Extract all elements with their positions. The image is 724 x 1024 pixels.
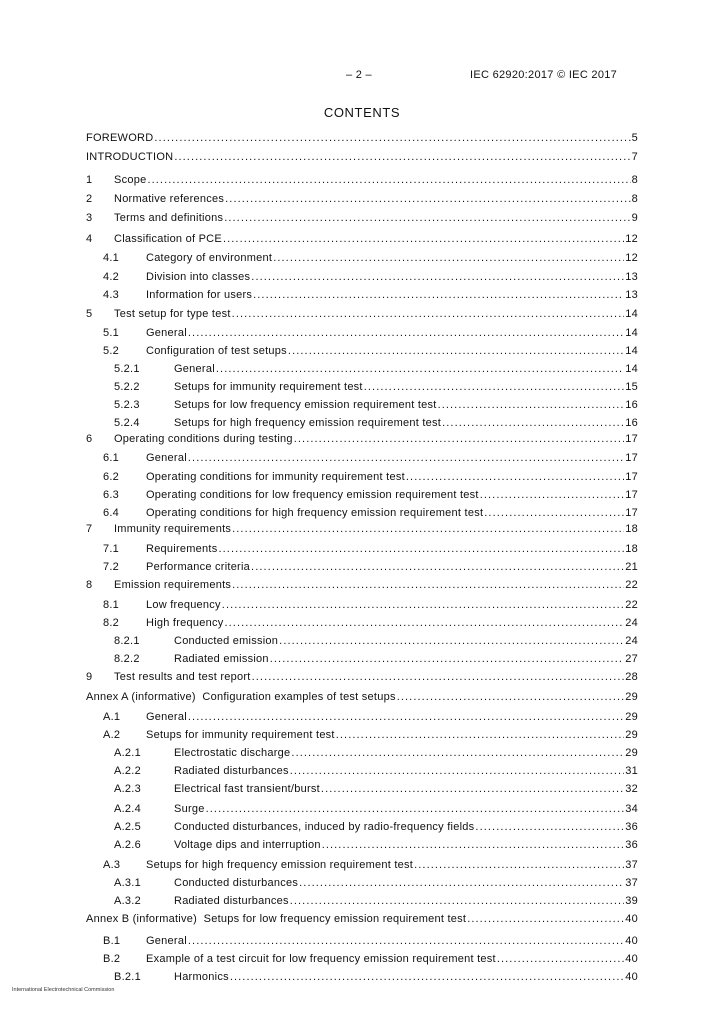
toc-entry-title: Configuration of test setups (146, 345, 287, 357)
toc-entry[interactable] (86, 763, 638, 778)
toc-dot-leader (188, 327, 624, 340)
toc-entry-title: Conducted emission (174, 635, 279, 647)
toc-entry[interactable] (86, 857, 638, 872)
toc-dot-leader (438, 399, 625, 412)
toc-entry[interactable] (86, 689, 638, 704)
toc-entry-page: 27 (625, 653, 638, 665)
toc-entry-page: 17 (625, 489, 638, 501)
toc-dot-leader (290, 895, 625, 908)
toc-entry-page: 37 (625, 877, 638, 889)
toc-entry[interactable] (86, 431, 638, 446)
toc-entry-title: General (146, 935, 187, 947)
toc-entry-title: Electrical fast transient/burst (174, 783, 320, 795)
toc-entry[interactable] (86, 633, 638, 648)
toc-entry[interactable] (86, 397, 638, 412)
toc-entry-title: Information for users (146, 289, 253, 301)
toc-dot-leader (232, 308, 625, 321)
toc-entry-page: 39 (625, 895, 638, 907)
toc-entry-title: Harmonics (174, 971, 229, 983)
toc-entry-title: Radiated disturbances (174, 765, 289, 777)
toc-dot-leader (188, 452, 624, 465)
toc-entry-number: 3 (86, 212, 93, 224)
toc-dot-leader (147, 174, 630, 187)
toc-entry[interactable] (86, 577, 638, 592)
contents-title: CONTENTS (323, 105, 401, 120)
toc-entry[interactable] (86, 911, 638, 926)
toc-entry-number: 6.4 (103, 507, 120, 519)
toc-entry-title: Terms and definitions (114, 212, 224, 224)
toc-dot-leader (174, 151, 630, 164)
toc-entry-title: Operating conditions for high frequency emission requirement test (146, 507, 484, 519)
toc-dot-leader (218, 543, 624, 556)
toc-entry-title: General (174, 363, 215, 375)
toc-dot-leader (294, 433, 625, 446)
toc-entry-page: 12 (625, 252, 638, 264)
toc-entry-page: 24 (625, 635, 638, 647)
toc-dot-leader (442, 417, 624, 430)
toc-entry-page: 14 (625, 345, 638, 357)
toc-entry-title: General (146, 711, 187, 723)
toc-entry[interactable] (86, 231, 638, 246)
toc-entry-title: Electrostatic discharge (174, 747, 291, 759)
toc-entry[interactable] (86, 469, 638, 484)
publisher-footer: International Electrotechnical Commission (12, 987, 115, 993)
toc-entry-page: 14 (625, 327, 638, 339)
toc-entry[interactable] (86, 801, 638, 816)
toc-entry-page: 14 (625, 363, 638, 375)
toc-entry-title: Operating conditions for low frequency emission requirement test (146, 489, 479, 501)
standard-reference-header: IEC 62920:2017 © IEC 2017 (470, 69, 618, 81)
toc-entry[interactable] (86, 837, 638, 852)
toc-entry-page: 7 (631, 151, 638, 163)
toc-entry-title: High frequency (146, 617, 224, 629)
toc-dot-leader (225, 193, 630, 206)
toc-entry[interactable] (86, 210, 638, 225)
toc-entry[interactable] (86, 130, 638, 145)
toc-entry-title: General (146, 452, 187, 464)
toc-entry-number: A.2 (103, 729, 121, 741)
toc-entry[interactable] (86, 191, 638, 206)
toc-entry[interactable] (86, 669, 638, 684)
toc-dot-leader (290, 765, 625, 778)
toc-entry-number: B.2.1 (114, 971, 141, 983)
toc-entry-number: B.1 (103, 935, 121, 947)
toc-entry-title: Conducted disturbances, induced by radio-frequency fields (174, 821, 475, 833)
toc-entry-number: 5.2.4 (114, 417, 140, 429)
toc-entry-title: Normative references (114, 193, 225, 205)
toc-entry-page: 34 (625, 803, 638, 815)
toc-entry-page: 5 (631, 132, 638, 144)
toc-dot-leader (475, 821, 624, 834)
toc-entry-number: 5.2.1 (114, 363, 140, 375)
toc-dot-leader (480, 489, 625, 502)
toc-entry[interactable] (86, 559, 638, 574)
toc-entry-page: 16 (625, 417, 638, 429)
toc-entry-title: Surge (174, 803, 205, 815)
toc-entry-number: 6.1 (103, 452, 120, 464)
toc-entry[interactable] (86, 745, 638, 760)
toc-entry-number: 8 (86, 579, 93, 591)
toc-entry-page: 40 (625, 971, 638, 983)
toc-entry-page: 9 (631, 212, 638, 224)
toc-entry-title: INTRODUCTION (86, 151, 174, 163)
toc-entry-number: 4.2 (103, 271, 120, 283)
toc-dot-leader (188, 711, 624, 724)
toc-entry-page: 40 (625, 953, 638, 965)
toc-dot-leader (270, 653, 625, 666)
toc-entry-title: Voltage dips and interruption (174, 839, 321, 851)
toc-entry-page: 36 (625, 821, 638, 833)
toc-entry[interactable] (86, 306, 638, 321)
toc-entry[interactable] (86, 343, 638, 358)
toc-entry-number: A.2.3 (114, 783, 141, 795)
toc-entry[interactable] (86, 597, 638, 612)
toc-dot-leader (223, 233, 624, 246)
toc-entry-title: Conducted disturbances (174, 877, 299, 889)
toc-entry-title: Emission requirements (114, 579, 232, 591)
toc-entry-title: Test results and test report (114, 671, 251, 683)
toc-dot-leader (497, 953, 624, 966)
toc-dot-leader (321, 783, 624, 796)
toc-entry[interactable] (86, 250, 638, 265)
toc-dot-leader (188, 935, 624, 948)
toc-dot-leader (364, 381, 625, 394)
toc-entry[interactable] (86, 933, 638, 948)
toc-entry[interactable] (86, 172, 638, 187)
toc-entry-number: 8.1 (103, 599, 120, 611)
toc-dot-leader (230, 971, 624, 984)
toc-entry-number: 2 (86, 193, 93, 205)
toc-entry-title: Performance criteria (146, 561, 251, 573)
toc-entry-number: 6.3 (103, 489, 120, 501)
toc-dot-leader (224, 212, 630, 225)
toc-entry-title: Immunity requirements (114, 523, 232, 535)
toc-entry[interactable] (86, 819, 638, 834)
toc-entry-title: Setups for immunity requirement test (146, 729, 335, 741)
toc-dot-leader (253, 289, 624, 302)
toc-entry-number: B.2 (103, 953, 121, 965)
toc-entry[interactable] (86, 651, 638, 666)
toc-entry-number: 9 (86, 671, 93, 683)
toc-entry-title: Operating conditions during testing (114, 433, 293, 445)
toc-entry-page: 32 (625, 783, 638, 795)
toc-entry-page: 17 (625, 433, 638, 445)
toc-dot-leader (288, 345, 624, 358)
toc-dot-leader (273, 252, 624, 265)
toc-entry[interactable] (86, 709, 638, 724)
toc-entry-number: A.2.5 (114, 821, 141, 833)
toc-entry-title: Setups for immunity requirement test (174, 381, 363, 393)
toc-entry-number: 6 (86, 433, 93, 445)
toc-entry-title: Setups for low frequency emission requirement test (174, 399, 437, 411)
toc-dot-leader (484, 507, 624, 520)
toc-entry-page: 29 (625, 747, 638, 759)
toc-entry[interactable] (86, 361, 638, 376)
toc-entry[interactable] (86, 615, 638, 630)
toc-entry-title: Requirements (146, 543, 218, 555)
toc-entry-title: Division into classes (146, 271, 251, 283)
toc-entry[interactable] (86, 893, 638, 908)
toc-entry-number: 5.1 (103, 327, 120, 339)
toc-entry-number: A.3 (103, 859, 121, 871)
toc-entry-number: 4.3 (103, 289, 120, 301)
toc-entry-number: A.2.2 (114, 765, 141, 777)
toc-entry-number: A.1 (103, 711, 121, 723)
toc-entry-number: 7 (86, 523, 93, 535)
toc-entry-number: A.3.2 (114, 895, 141, 907)
toc-entry[interactable] (86, 450, 638, 465)
toc-entry-title: Setups for high frequency emission requirement test (174, 417, 442, 429)
toc-entry[interactable] (86, 951, 638, 966)
toc-entry-page: 18 (625, 523, 638, 535)
toc-entry-number: 7.1 (103, 543, 120, 555)
toc-entry-number: A.3.1 (114, 877, 141, 889)
toc-entry[interactable] (86, 325, 638, 340)
toc-entry[interactable] (86, 505, 638, 520)
toc-entry-page: 16 (625, 399, 638, 411)
toc-entry-page: 24 (625, 617, 638, 629)
toc-entry-title: Radiated emission (174, 653, 269, 665)
toc-entry[interactable] (86, 379, 638, 394)
toc-dot-leader (279, 635, 624, 648)
toc-entry-page: 29 (625, 711, 638, 723)
toc-entry-number: 4.1 (103, 252, 120, 264)
page-number-header: – 2 – (346, 69, 372, 81)
toc-dot-leader (222, 599, 624, 612)
toc-dot-leader (252, 671, 625, 684)
toc-entry-number: 1 (86, 174, 93, 186)
toc-entry-page: 36 (625, 839, 638, 851)
toc-entry-page: 29 (625, 691, 638, 703)
toc-entry-page: 13 (625, 271, 638, 283)
toc-entry-page: 15 (625, 381, 638, 393)
toc-entry-number: 8.2 (103, 617, 120, 629)
toc-entry-title: FOREWORD (86, 132, 154, 144)
toc-entry[interactable] (86, 149, 638, 164)
toc-dot-leader (322, 839, 625, 852)
toc-dot-leader (251, 561, 624, 574)
toc-entry-page: 40 (625, 935, 638, 947)
toc-entry-page: 31 (625, 765, 638, 777)
toc-entry-page: 37 (625, 859, 638, 871)
toc-entry-title: Test setup for type test (114, 308, 231, 320)
toc-dot-leader (225, 617, 625, 630)
toc-entry-number: A.2.4 (114, 803, 141, 815)
toc-entry[interactable] (86, 287, 638, 302)
toc-entry[interactable] (86, 969, 638, 984)
toc-entry-page: 22 (625, 579, 638, 591)
toc-entry-number: 7.2 (103, 561, 120, 573)
toc-entry-page: 40 (625, 913, 638, 925)
toc-entry[interactable] (86, 487, 638, 502)
toc-entry-page: 13 (625, 289, 638, 301)
toc-entry-title: Annex B (informative) Setups for low frequency emission requirement test (86, 913, 467, 925)
toc-entry-number: 4 (86, 233, 93, 245)
toc-entry-page: 21 (625, 561, 638, 573)
toc-entry[interactable] (86, 781, 638, 796)
toc-dot-leader (336, 729, 625, 742)
toc-dot-leader (206, 803, 625, 816)
toc-entry-title: Annex A (informative) Configuration examples of test setups (86, 691, 396, 703)
toc-entry-number: 8.2.1 (114, 635, 140, 647)
toc-entry-page: 14 (625, 308, 638, 320)
toc-entry-number: A.2.6 (114, 839, 141, 851)
toc-entry-title: Operating conditions for immunity requirement test (146, 471, 405, 483)
toc-dot-leader (232, 579, 624, 592)
toc-entry[interactable] (86, 875, 638, 890)
toc-entry-title: Scope (114, 174, 147, 186)
toc-entry-page: 17 (625, 471, 638, 483)
toc-entry-page: 18 (625, 543, 638, 555)
toc-entry-number: 6.2 (103, 471, 120, 483)
toc-dot-leader (251, 271, 624, 284)
toc-entry-number: A.2.1 (114, 747, 141, 759)
toc-entry[interactable] (86, 541, 638, 556)
toc-entry-number: 5.2.3 (114, 399, 140, 411)
toc-dot-leader (291, 747, 624, 760)
toc-entry-title: Low frequency (146, 599, 221, 611)
toc-entry[interactable] (86, 415, 638, 430)
toc-dot-leader (232, 523, 624, 536)
toc-entry[interactable] (86, 269, 638, 284)
toc-entry-page: 17 (625, 452, 638, 464)
toc-dot-leader (154, 132, 630, 145)
toc-entry-page: 17 (625, 507, 638, 519)
toc-entry-page: 12 (625, 233, 638, 245)
toc-entry-number: 5.2.2 (114, 381, 140, 393)
toc-entry[interactable] (86, 727, 638, 742)
toc-entry-page: 8 (631, 193, 638, 205)
toc-dot-leader (216, 363, 624, 376)
toc-dot-leader (467, 913, 624, 926)
toc-dot-leader (414, 859, 624, 872)
toc-entry-title: Example of a test circuit for low frequency emission requirement test (146, 953, 496, 965)
toc-entry-number: 5.2 (103, 345, 120, 357)
toc-entry-title: General (146, 327, 187, 339)
toc-entry-title: Setups for high frequency emission requirement test (146, 859, 414, 871)
toc-entry-page: 8 (631, 174, 638, 186)
toc-dot-leader (406, 471, 624, 484)
toc-entry[interactable] (86, 521, 638, 536)
toc-entry-title: Classification of PCE (114, 233, 222, 245)
toc-entry-number: 8.2.2 (114, 653, 140, 665)
toc-entry-title: Category of environment (146, 252, 273, 264)
toc-entry-title: Radiated disturbances (174, 895, 289, 907)
toc-entry-number: 5 (86, 308, 93, 320)
toc-entry-page: 29 (625, 729, 638, 741)
toc-dot-leader (299, 877, 624, 890)
toc-dot-leader (397, 691, 625, 704)
toc-entry-page: 28 (625, 671, 638, 683)
toc-entry-page: 22 (625, 599, 638, 611)
